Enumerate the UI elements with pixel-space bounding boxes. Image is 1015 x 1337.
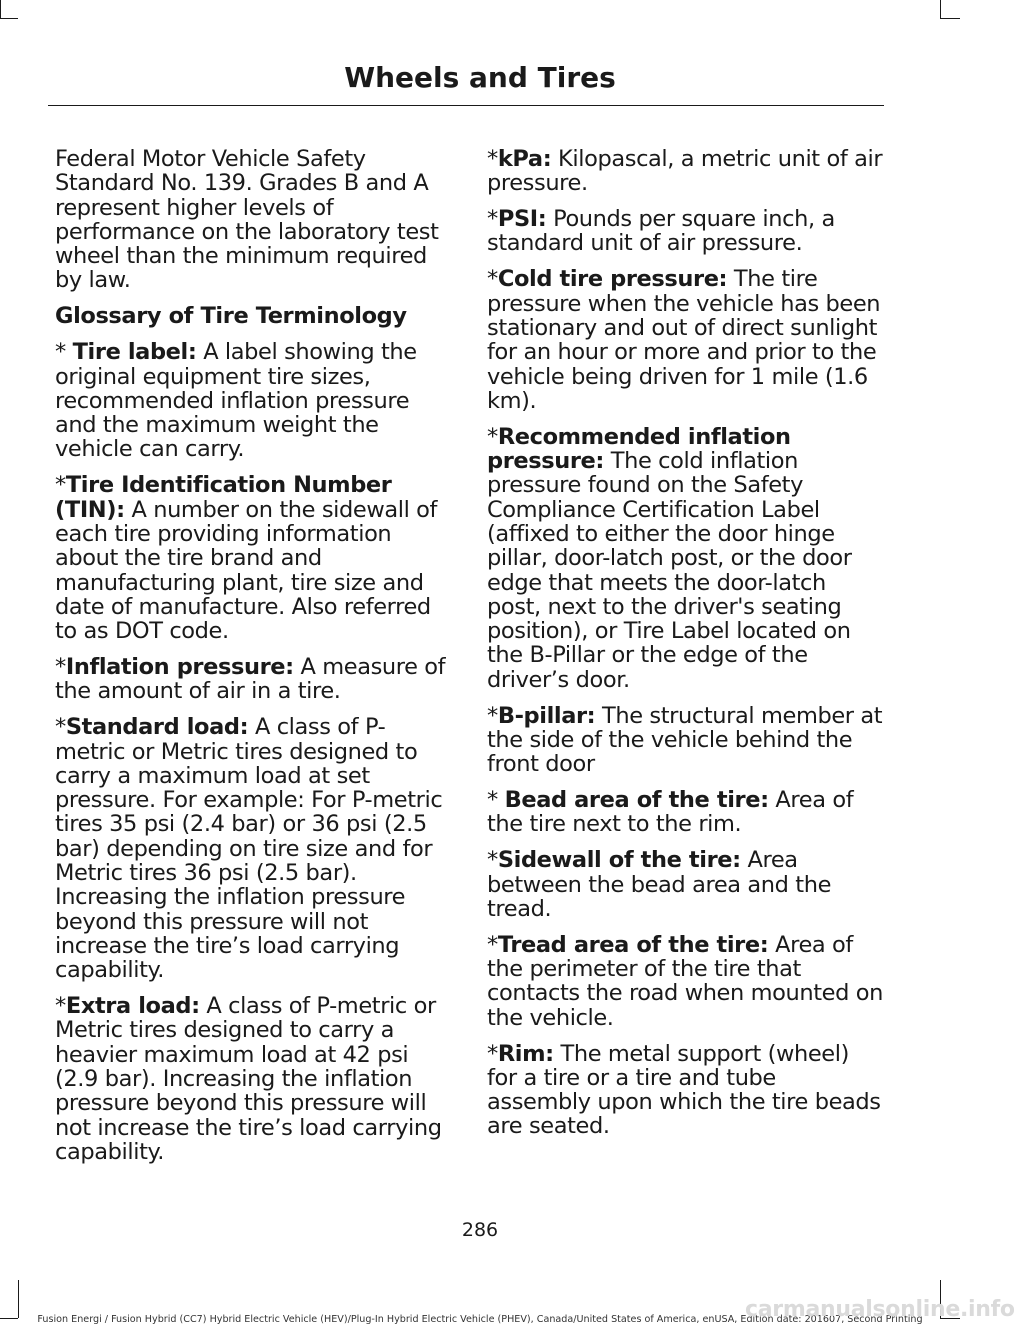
glossary-definition: The cold inflation pressure found on the Safety Compliance Certification Label (affixed to either the door hinge pillar, door-latch post, or the door edge that meets the door-latch post, next to the driver's seating position), or Tire Label located on the B-Pillar or the edge of the driver’s door.: [487, 448, 852, 693]
glossary-entry: [487, 1042, 883, 1139]
entry-marker: *: [487, 702, 498, 729]
glossary-term: B-pillar:: [497, 702, 596, 729]
entry-marker: *: [487, 847, 498, 874]
glossary-entry: [487, 704, 883, 777]
glossary-definition: Kilopascal, a metric unit of air pressure.: [487, 146, 883, 197]
glossary-term: PSI:: [497, 206, 547, 233]
glossary-definition: A measure of the amount of air in a tire.: [55, 654, 446, 705]
entry-marker: *: [55, 472, 66, 499]
glossary-term: Cold tire pressure:: [497, 266, 728, 293]
glossary-entry: [55, 994, 451, 1164]
glossary-entry: [55, 655, 451, 704]
edition-footer: Fusion Energi / Fusion Hybrid (CC7) Hybrid Electric Vehicle (HEV)/Plug-In Hybrid Electric Vehicle (PHEV), Canada/United States of America, enUSA, Edition date: 201607, Second Printing: [37, 1314, 923, 1325]
glossary-definition: A class of P-metric or Metric tires designed to carry a maximum load at set pressure. For example: For P-metric tires 35 psi (2.4 bar) or 36 psi (2.5 bar) depending on tire size and for Metric tires 36 psi (2.5 bar). Increasing the inflation pressure beyond this pressure will not increase the tire’s load carrying capability.: [55, 714, 443, 984]
left-column: [55, 147, 451, 1176]
glossary-entry: [487, 848, 883, 921]
glossary-term: Tire label:: [72, 339, 197, 366]
glossary-term: Bead area of the tire:: [504, 787, 769, 814]
entry-marker: *: [55, 654, 66, 681]
crop-mark-top-right-h: [940, 18, 960, 19]
page-number: 286: [461, 1219, 499, 1241]
entry-marker: *: [55, 993, 66, 1020]
glossary-entry: [55, 340, 451, 461]
glossary-entry: [487, 788, 883, 837]
glossary-definition: Area between the bead area and the tread.: [487, 847, 832, 922]
glossary-term: Tire Identification Number (TIN):: [55, 472, 392, 523]
glossary-definition: The tire pressure when the vehicle has been stationary and out of direct sunlight for an hour or more and prior to the vehicle being driven for 1 mile (1.6 km).: [487, 266, 881, 414]
right-column: [487, 147, 883, 1150]
entry-marker: *: [487, 266, 498, 293]
glossary-definition: A number on the sidewall of each tire providing information about the tire brand and manufacturing plant, tire size and date of manufacture. Also referred to as DOT code.: [55, 496, 438, 645]
entry-marker: *: [487, 423, 498, 450]
glossary-term: Inflation pressure:: [65, 654, 294, 681]
watermark: carmanualsonline.info: [745, 1297, 1015, 1322]
intro-paragraph: Federal Motor Vehicle Safety Standard No. 139. Grades B and A represent higher levels of performance on the laboratory test wheel than the minimum required by law.: [55, 146, 439, 294]
page-title: Wheels and Tires: [344, 61, 616, 94]
glossary-definition: A class of P-metric or Metric tires designed to carry a heavier maximum load at 42 psi (2.9 bar). Increasing the inflation pressure beyond this pressure will not increase the tire’s load carrying capability.: [55, 993, 442, 1165]
crop-mark-top-left: [0, 0, 1, 18]
glossary-definition: Area of the tire next to the rim.: [487, 787, 854, 838]
entry-marker: *: [487, 787, 505, 814]
glossary-definition: Area of the perimeter of the tire that contacts the road when mounted on the vehicle.: [487, 931, 883, 1031]
glossary-term: Standard load:: [65, 714, 249, 741]
glossary-entry: [487, 425, 883, 692]
glossary-entry: [55, 715, 451, 982]
glossary-entry: [487, 207, 883, 256]
crop-mark-top-right: [940, 0, 941, 18]
glossary-definition: A label showing the original equipment tire sizes, recommended inflation pressure and the maximum weight the vehicle can carry.: [55, 339, 417, 463]
entry-marker: *: [55, 339, 73, 366]
glossary-definition: The metal support (wheel) for a tire or a tire and tube assembly upon which the tire beads are seated.: [487, 1040, 881, 1140]
glossary-term: Extra load:: [65, 993, 200, 1020]
entry-marker: *: [487, 146, 498, 172]
glossary-term: Rim:: [497, 1040, 554, 1067]
glossary-entry: [55, 473, 451, 643]
glossary-definition: Pounds per square inch, a standard unit of air pressure.: [487, 206, 835, 257]
glossary-definition: The structural member at the side of the vehicle behind the front door: [487, 702, 883, 778]
glossary-entry: [487, 147, 883, 196]
entry-marker: *: [487, 1040, 498, 1067]
glossary-heading: Glossary of Tire Terminology: [55, 303, 407, 330]
crop-mark-top-left-h: [0, 18, 18, 19]
title-divider: [48, 105, 884, 106]
glossary-entry: [487, 267, 883, 413]
entry-marker: *: [55, 714, 66, 741]
glossary-term: Tread area of the tire:: [497, 931, 769, 958]
glossary-term: kPa:: [497, 146, 552, 172]
glossary-entry: [487, 933, 883, 1030]
entry-marker: *: [487, 931, 498, 958]
glossary-term: Sidewall of the tire:: [497, 847, 741, 874]
glossary-term: Recommended inflation pressure:: [487, 423, 791, 475]
entry-marker: *: [487, 206, 498, 233]
